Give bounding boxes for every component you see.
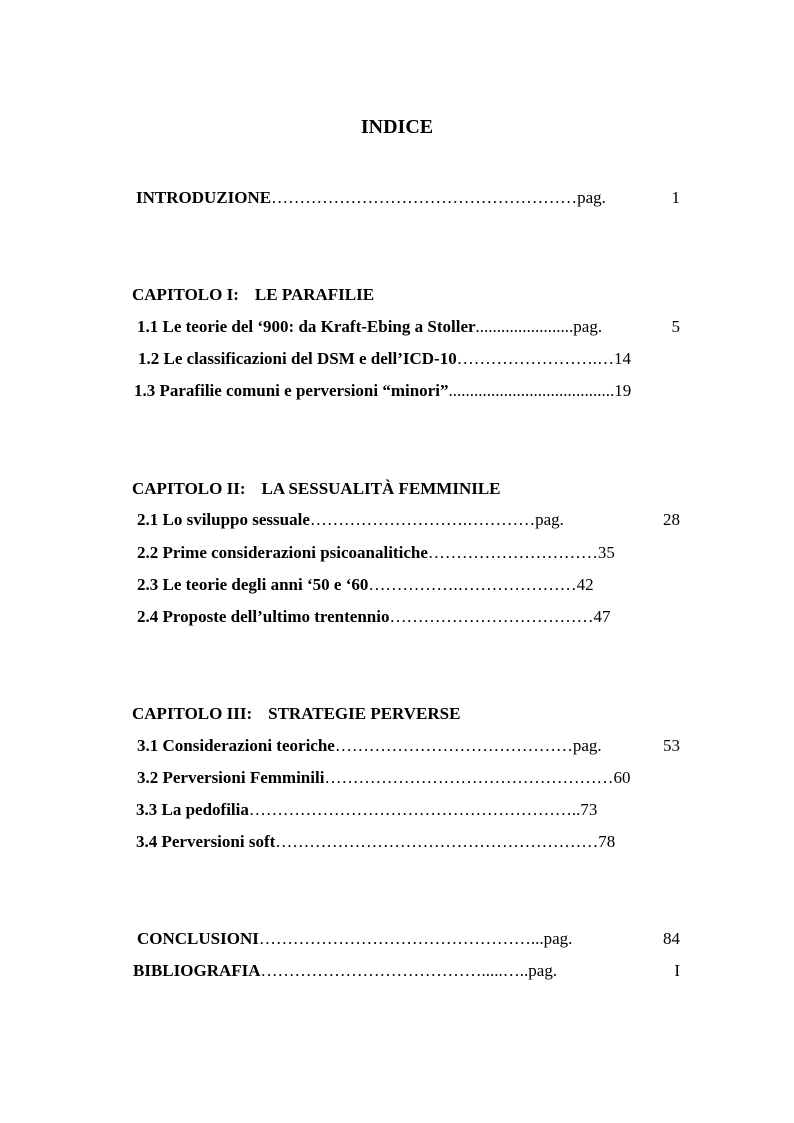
toc-entry: [137, 735, 697, 757]
toc-entry: [137, 767, 697, 789]
toc-entry: [137, 542, 697, 564]
toc-entry-leader: ……………………………………………60: [324, 768, 631, 787]
toc-entry-leader: …………………….…14: [456, 349, 631, 368]
toc-entry-leader: …………………………………………………78: [275, 832, 616, 851]
toc-entry-leader: …………….…………………42: [368, 575, 594, 594]
toc-entry: [138, 348, 698, 370]
toc-entry-page: 28: [663, 510, 680, 529]
toc-entry-leader: ………………………………47: [389, 607, 611, 626]
toc-entry-label: BIBLIOGRAFIA: [133, 961, 261, 980]
chapter-number: CAPITOLO I:: [132, 285, 239, 304]
toc-entry-leader: …………………………35: [427, 543, 615, 562]
toc-entry-page: 84: [663, 929, 680, 948]
toc-entry-label: 1.1 Le teorie del ‘900: da Kraft-Ebing a Stoller: [137, 317, 476, 336]
toc-entry-page: 1: [671, 188, 680, 207]
chapter-heading-3: [132, 703, 460, 725]
toc-entry-bibliografia: [133, 960, 693, 982]
chapter-number: CAPITOLO III:: [132, 704, 253, 723]
toc-entry-leader: .......................................19: [448, 381, 632, 400]
toc-entry-leader: ………………………………………………pag.: [271, 188, 606, 207]
toc-entry-page: 53: [663, 736, 680, 755]
toc-entry-page: I: [674, 961, 680, 980]
toc-entry-conclusioni: [137, 928, 697, 950]
toc-entry-label: 3.3 La pedofilia: [136, 800, 249, 819]
toc-entry-label: 2.1 Lo sviluppo sessuale: [137, 510, 310, 529]
toc-entry-page: 5: [671, 317, 680, 336]
chapter-number: CAPITOLO II:: [132, 479, 246, 498]
chapter-heading-1: [132, 284, 374, 306]
toc-entry-label: 2.4 Proposte dell’ultimo trentennio: [137, 607, 390, 626]
chapter-title: LE PARAFILIE: [254, 285, 375, 304]
index-title: INDICE: [360, 116, 434, 138]
toc-entry: [137, 574, 697, 596]
toc-entry-label: 3.1 Considerazioni teoriche: [137, 736, 335, 755]
toc-entry: [137, 509, 697, 531]
toc-entry: [136, 831, 696, 853]
toc-entry-label: 2.2 Prime considerazioni psicoanalitiche: [137, 543, 428, 562]
toc-entry-leader: .......................pag.: [475, 317, 603, 336]
chapter-heading-2: [132, 478, 501, 500]
toc-entry-introduzione: [136, 187, 696, 209]
toc-entry-label: 3.2 Perversioni Femminili: [137, 768, 325, 787]
toc-entry-leader: …………………………………………………..73: [248, 800, 598, 819]
toc-entry-leader: ……………………………………pag.: [334, 736, 602, 755]
toc-entry: [134, 380, 694, 402]
toc-entry: [136, 799, 696, 821]
chapter-title: STRATEGIE PERVERSE: [268, 704, 461, 723]
toc-entry-label: CONCLUSIONI: [137, 929, 259, 948]
toc-entry-leader: ………………………………….....…..pag.: [260, 961, 558, 980]
toc-entry-label: 1.2 Le classificazioni del DSM e dell’ICD-10: [138, 349, 457, 368]
toc-entry-leader: …………………………………………...pag.: [258, 929, 573, 948]
toc-entry-label: 3.4 Perversioni soft: [136, 832, 276, 851]
toc-entry: [137, 316, 697, 338]
toc-entry-label: INTRODUZIONE: [136, 188, 272, 207]
chapter-title: LA SESSUALITÀ FEMMINILE: [261, 479, 501, 498]
toc-entry-label: 2.3 Le teorie degli anni ‘50 e ‘60: [137, 575, 369, 594]
toc-entry-label: 1.3 Parafilie comuni e perversioni “minori”: [134, 381, 449, 400]
toc-entry-leader: ……………………….…………pag.: [309, 510, 564, 529]
toc-entry: [137, 606, 697, 628]
